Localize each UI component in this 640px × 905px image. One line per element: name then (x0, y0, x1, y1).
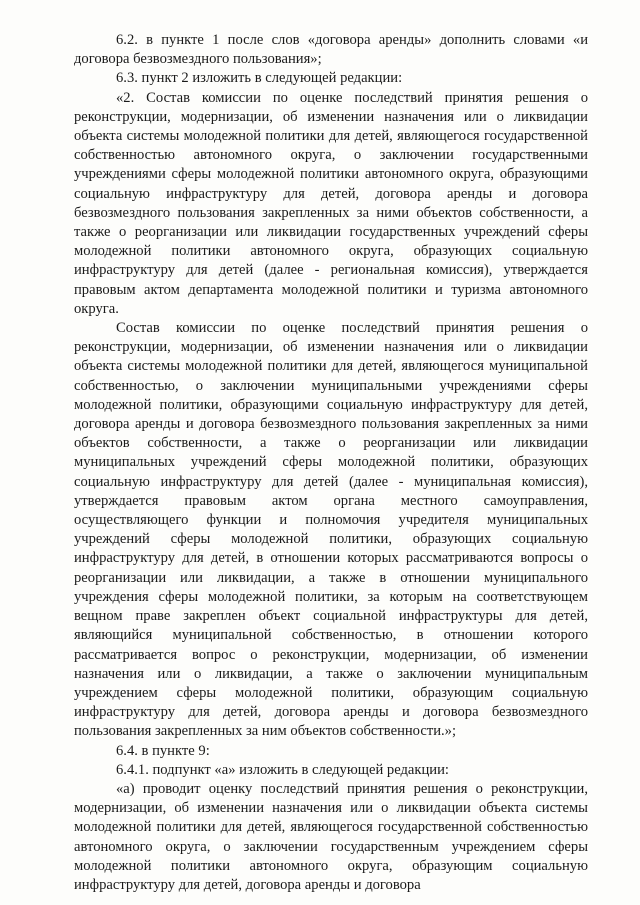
paragraph-6-2: 6.2. в пункте 1 после слов «договора аренды» дополнить словами «и договора безвозмездного пользования»; (74, 32, 588, 68)
paragraph-municipal-commission: Состав комиссии по оценке последствий принятия решения о реконструкции, модернизации, об изменении назначения или о ликвидации объекта системы молодежной политики для детей, являющегося муниципальной собственностью, о заключении муниципальными учреждениями сферы молодежной политики, образующими социальную инфраструктуру для детей, договора аренды и договора безвозмездного пользования закрепленных за ними объектов собственности, а также о реорганизации или ликвидации муниципальных учреждений сферы молодежной политики, образующих социальную инфраструктуру для детей (далее - муниципальная комиссия), утверждается правовым актом органа местного самоуправления, осуществляющего функции и полномочия учредителя муниципальных учреждений сферы молодежной политики, образующих социальную инфраструктуру для детей, в отношении которых рассматриваются вопросы о реорганизации или ликвидации, а также в отношении муниципального учреждения сферы молодежной политики, за которым на соответствующем вещном праве закреплен объект социальной инфраструктуры для детей, являющийся муниципальной собственностью, в отношении которого рассматривается вопрос о реконструкции, модернизации, об изменении назначения или о ликвидации, а также о заключении муниципальным учреждением сферы молодежной политики, образующим социальную инфраструктуру для детей, договора аренды и договора безвозмездного пользования закрепленных за ним объектов собственности.»; (74, 320, 588, 740)
paragraph-6-4-1: 6.4.1. подпункт «а» изложить в следующей редакции: (116, 761, 449, 778)
paragraph-6-4: 6.4. в пункте 9: (116, 742, 210, 759)
document-body (74, 31, 588, 895)
paragraph-regional-commission: «2. Состав комиссии по оценке последствий принятия решения о реконструкции, модернизации, об изменении назначения или о ликвидации объекта системы молодежной политики для детей, являющегося государственной собственностью автономного округа, о заключении государственными учреждениями сферы молодежной политики автономного округа, образующими социальную инфраструктуру для детей, договора аренды и договора безвозмездного пользования закрепленных за ними объектов собственности, а также о реорганизации или ликвидации государственных учреждений сферы молодежной политики автономного округа, образующих социальную инфраструктуру для детей (далее - региональная комиссия), утверждается правовым актом департамента молодежной политики и туризма автономного округа. (74, 89, 588, 317)
paragraph-subpoint-a: «а) проводит оценку последствий принятия решения о реконструкции, модернизации, об изменении назначения или о ликвидации объекта системы молодежной политики для детей, являющегося государственной собственностью автономного округа, о заключении государственным учреждением сферы молодежной политики автономного округа, образующим социальную инфраструктуру для детей, договора аренды и договора (74, 780, 588, 893)
paragraph-6-3: 6.3. пункт 2 изложить в следующей редакции: (116, 70, 403, 87)
